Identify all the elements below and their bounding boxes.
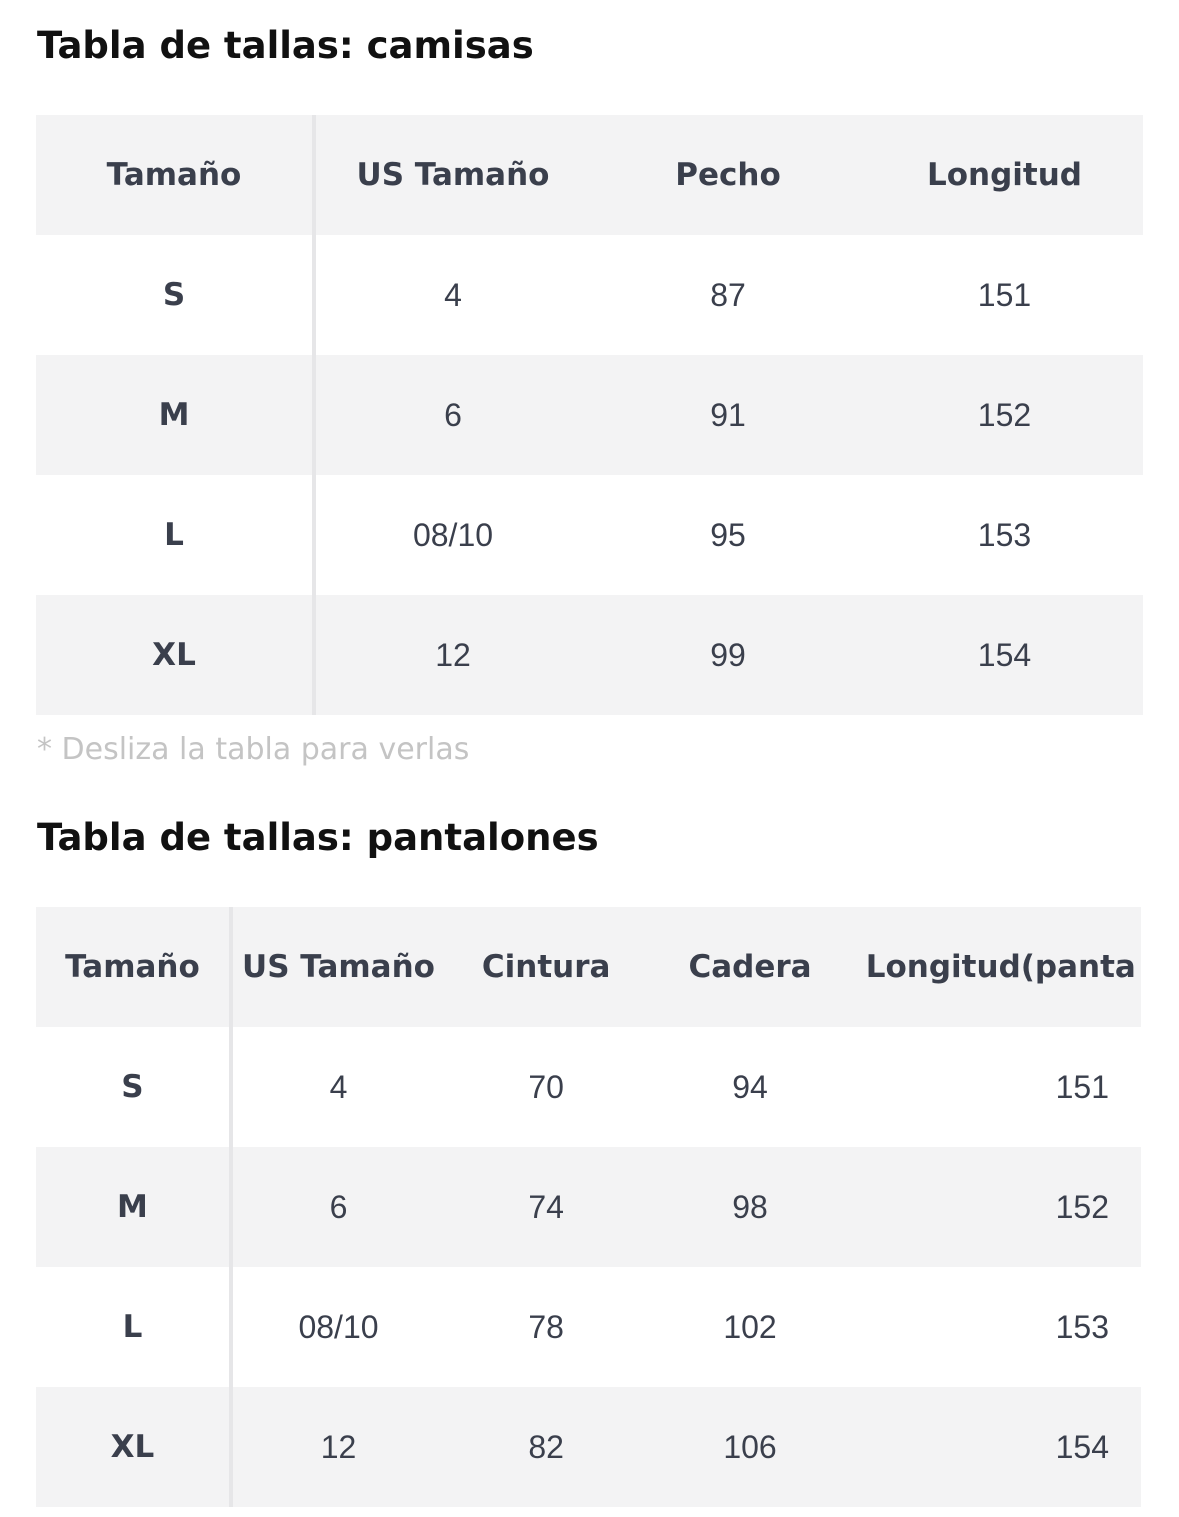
hip-cell: 98 xyxy=(732,1188,768,1225)
waist-cell: 78 xyxy=(528,1308,564,1345)
pants-length-cell: 151 xyxy=(1055,1068,1109,1105)
chest-cell: 95 xyxy=(710,516,746,553)
chest-cell: 91 xyxy=(710,396,746,433)
length-cell: 152 xyxy=(977,396,1032,433)
pants-length-cell: 153 xyxy=(1055,1308,1109,1345)
length-cell: 154 xyxy=(977,636,1032,673)
column-header-size: Tamaño xyxy=(36,115,314,235)
pants-size-table-scroll[interactable] xyxy=(36,907,1143,1507)
hip-cell: 102 xyxy=(723,1308,777,1345)
size-cell: S xyxy=(36,235,314,355)
waist-cell: 82 xyxy=(528,1428,564,1465)
shirts-size-table-scroll[interactable] xyxy=(36,115,1143,715)
size-cell: M xyxy=(36,1147,231,1267)
pants-size-chart-title: Tabla de tallas: pantalones xyxy=(37,816,599,859)
waist-cell: 74 xyxy=(528,1188,564,1225)
table-row xyxy=(36,1387,1141,1507)
pants-size-table xyxy=(36,907,1143,1507)
us-size-cell: 6 xyxy=(444,396,462,433)
table-row xyxy=(36,1267,1141,1387)
table-row xyxy=(36,1147,1141,1267)
us-size-cell: 12 xyxy=(320,1428,357,1465)
chest-cell: 99 xyxy=(710,636,746,673)
size-cell: M xyxy=(36,355,314,475)
column-header-us-size: US Tamaño xyxy=(356,157,550,193)
column-header-chest: Pecho xyxy=(675,157,781,193)
column-header-size: Tamaño xyxy=(36,907,231,1027)
size-cell: L xyxy=(36,475,314,595)
table-header-row xyxy=(36,115,1143,235)
us-size-cell: 08/10 xyxy=(298,1308,379,1345)
us-size-cell: 12 xyxy=(435,636,471,673)
table-row xyxy=(36,595,1143,715)
hip-cell: 94 xyxy=(732,1068,768,1105)
column-header-length: Longitud xyxy=(926,157,1082,193)
column-header-pants-length: Longitud(panta xyxy=(865,949,1136,985)
length-cell: 151 xyxy=(977,276,1032,313)
us-size-cell: 6 xyxy=(329,1188,348,1225)
chest-cell: 87 xyxy=(710,276,746,313)
table-header-row xyxy=(36,907,1141,1027)
length-cell: 153 xyxy=(977,516,1032,553)
size-cell: XL xyxy=(36,1387,231,1507)
column-header-waist: Cintura xyxy=(481,949,611,985)
pants-length-cell: 154 xyxy=(1055,1428,1109,1465)
swipe-hint-note: * Desliza la tabla para verlas xyxy=(37,732,470,767)
us-size-cell: 4 xyxy=(329,1068,348,1105)
size-cell: S xyxy=(36,1027,231,1147)
table-row xyxy=(36,1027,1141,1147)
pants-length-cell: 152 xyxy=(1055,1188,1109,1225)
table-row xyxy=(36,235,1143,355)
shirts-size-table xyxy=(36,115,1143,715)
column-header-us-size: US Tamaño xyxy=(242,949,435,985)
waist-cell: 70 xyxy=(528,1068,564,1105)
size-cell: L xyxy=(36,1267,231,1387)
hip-cell: 106 xyxy=(723,1428,777,1465)
table-row xyxy=(36,355,1143,475)
column-header-hip: Cadera xyxy=(688,949,812,985)
size-cell: XL xyxy=(36,595,314,715)
shirts-size-chart-title: Tabla de tallas: camisas xyxy=(37,24,534,67)
table-row xyxy=(36,475,1143,595)
us-size-cell: 08/10 xyxy=(412,516,494,553)
us-size-cell: 4 xyxy=(444,276,462,313)
